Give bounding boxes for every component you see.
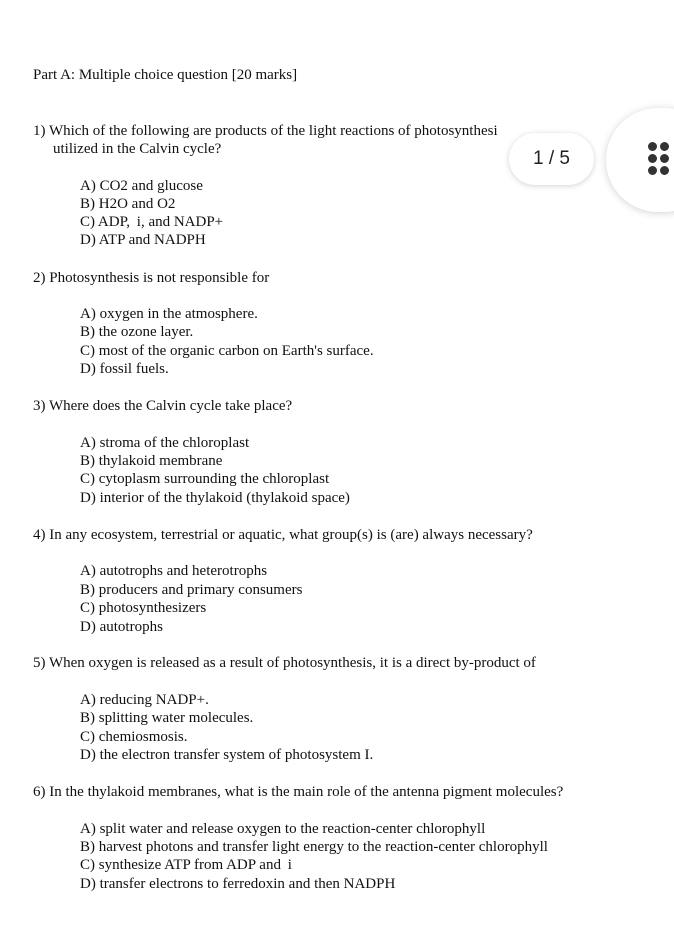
question-1-option-b: B) H2O and O2 (80, 196, 176, 212)
question-4-text: 4) In any ecosystem, terrestrial or aquatic, what group(s) is (are) always necessary? (33, 527, 533, 543)
question-1-option-d: D) ATP and NADPH (80, 232, 206, 248)
question-4-option-c: C) photosynthesizers (80, 600, 207, 616)
question-4-option-a: A) autotrophs and heterotrophs (80, 563, 268, 579)
question-5-option-c: C) chemiosmosis. (80, 729, 188, 745)
question-5-option-b: B) splitting water molecules. (80, 710, 254, 726)
page-heading: Part A: Multiple choice question [20 marks] (33, 67, 298, 83)
question-2-option-a: A) oxygen in the atmosphere. (80, 306, 258, 322)
question-1-text-line-2: utilized in the Calvin cycle? (53, 141, 222, 157)
question-5-option-a: A) reducing NADP+. (80, 692, 209, 708)
question-2-text: 2) Photosynthesis is not responsible for (33, 270, 270, 286)
question-6-option-b: B) harvest photons and transfer light energy to the reaction-center chlorophyll (80, 839, 548, 855)
question-3-option-d: D) interior of the thylakoid (thylakoid space) (80, 490, 350, 506)
question-1-option-c: C) ADP, i, and NADP+ (80, 214, 224, 230)
question-6-text: 6) In the thylakoid membranes, what is the main role of the antenna pigment molecules? (33, 784, 564, 800)
question-1-text-line-1: 1) Which of the following are products of the light reactions of photosynthesi (33, 123, 498, 139)
question-1-option-a: A) CO2 and glucose (80, 178, 203, 194)
question-5-text: 5) When oxygen is released as a result of photosynthesis, it is a direct by-product of (33, 655, 536, 671)
question-5-option-d: D) the electron transfer system of photosystem I. (80, 747, 374, 763)
question-3-text: 3) Where does the Calvin cycle take place? (33, 398, 293, 414)
question-2-option-d: D) fossil fuels. (80, 361, 169, 377)
question-4-option-d: D) autotrophs (80, 619, 163, 635)
question-3-option-c: C) cytoplasm surrounding the chloroplast (80, 471, 330, 487)
page-counter[interactable]: 1 / 5 (509, 133, 594, 185)
question-6-option-d: D) transfer electrons to ferredoxin and then NADPH (80, 876, 396, 892)
question-3-option-b: B) thylakoid membrane (80, 453, 223, 469)
question-6-option-a: A) split water and release oxygen to the reaction-center chlorophyll (80, 821, 486, 837)
question-2-option-b: B) the ozone layer. (80, 324, 194, 340)
question-4-option-b: B) producers and primary consumers (80, 582, 303, 598)
more-options-button[interactable] (606, 108, 674, 212)
question-3-option-a: A) stroma of the chloroplast (80, 435, 250, 451)
question-2-option-c: C) most of the organic carbon on Earth's surface. (80, 343, 374, 359)
question-6-option-c: C) synthesize ATP from ADP and i (80, 857, 292, 873)
